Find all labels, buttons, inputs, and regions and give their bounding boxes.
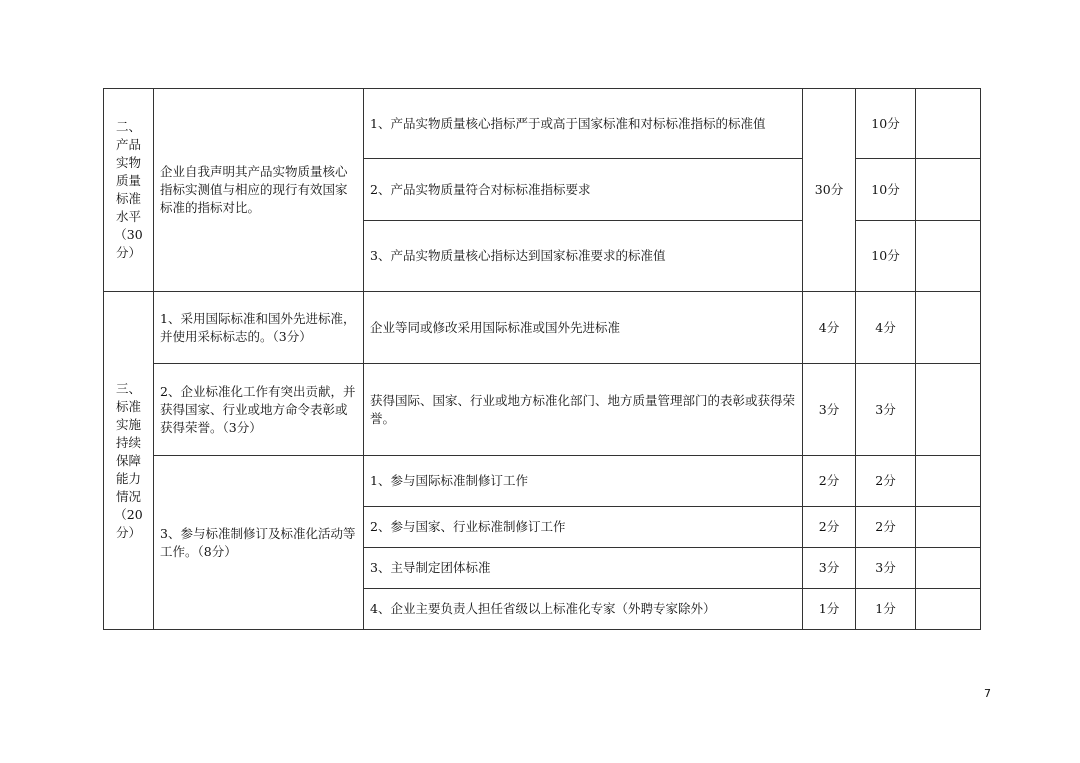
total-score-cell: 30分 <box>803 89 856 292</box>
blank-cell <box>916 456 981 507</box>
score-cell: 4分 <box>856 292 916 364</box>
blank-cell <box>916 89 981 159</box>
score-cell: 3分 <box>856 364 916 456</box>
score-cell: 10分 <box>856 89 916 159</box>
total-score-cell: 2分 <box>803 507 856 548</box>
table-row <box>104 456 981 507</box>
criterion-cell: 2、产品实物质量符合对标标准指标要求 <box>364 159 803 221</box>
criterion-cell: 1、产品实物质量核心指标严于或高于国家标准和对标标准指标的标准值 <box>364 89 803 159</box>
scoring-table <box>103 88 981 630</box>
total-score-cell: 3分 <box>803 548 856 589</box>
description-cell: 1、采用国际标准和国外先进标准，并使用采标标志的。（3分） <box>154 292 364 364</box>
table-row <box>104 89 981 159</box>
blank-cell <box>916 548 981 589</box>
total-score-cell: 4分 <box>803 292 856 364</box>
total-score-cell: 1分 <box>803 589 856 630</box>
criterion-cell: 3、主导制定团体标准 <box>364 548 803 589</box>
table-row <box>104 364 981 456</box>
score-cell: 10分 <box>856 159 916 221</box>
criterion-cell: 企业等同或修改采用国际标准或国外先进标准 <box>364 292 803 364</box>
total-score-cell: 2分 <box>803 456 856 507</box>
criterion-cell: 3、产品实物质量核心指标达到国家标准要求的标准值 <box>364 221 803 292</box>
score-cell: 1分 <box>856 589 916 630</box>
blank-cell <box>916 507 981 548</box>
criterion-cell: 获得国际、国家、行业或地方标准化部门、地方质量管理部门的表彰或获得荣誉。 <box>364 364 803 456</box>
criterion-cell: 4、企业主要负责人担任省级以上标准化专家（外聘专家除外） <box>364 589 803 630</box>
blank-cell <box>916 589 981 630</box>
blank-cell <box>916 221 981 292</box>
table-row <box>104 292 981 364</box>
criterion-cell: 1、参与国际标准制修订工作 <box>364 456 803 507</box>
page-number: 7 <box>984 687 991 700</box>
blank-cell <box>916 292 981 364</box>
category-cell: 三、标准实施持续保障能力情况（20分） <box>104 292 154 630</box>
description-cell: 企业自我声明其产品实物质量核心指标实测值与相应的现行有效国家标准的指标对比。 <box>154 89 364 292</box>
blank-cell <box>916 364 981 456</box>
score-cell: 2分 <box>856 507 916 548</box>
score-cell: 3分 <box>856 548 916 589</box>
description-cell: 3、参与标准制修订及标准化活动等工作。（8分） <box>154 456 364 630</box>
category-cell: 二、产品实物质量标准水平（30分） <box>104 89 154 292</box>
criterion-cell: 2、参与国家、行业标准制修订工作 <box>364 507 803 548</box>
description-cell: 2、企业标准化工作有突出贡献，并获得国家、行业或地方命令表彰或获得荣誉。（3分） <box>154 364 364 456</box>
score-cell: 10分 <box>856 221 916 292</box>
score-cell: 2分 <box>856 456 916 507</box>
blank-cell <box>916 159 981 221</box>
total-score-cell: 3分 <box>803 364 856 456</box>
